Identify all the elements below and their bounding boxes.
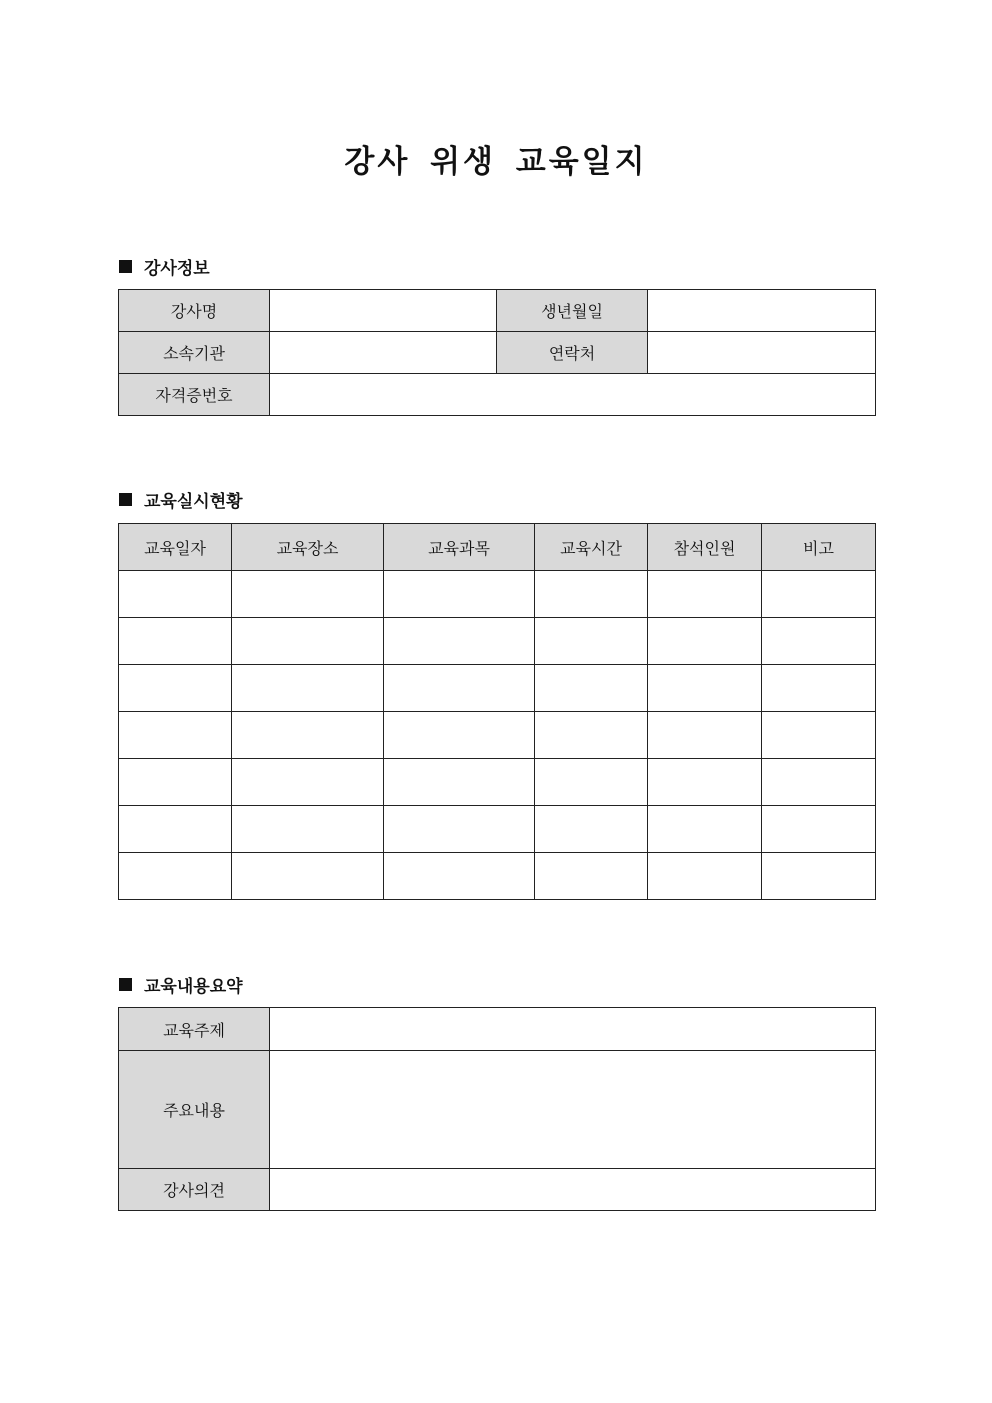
table-row [119, 618, 876, 665]
cell-subject[interactable] [384, 853, 535, 900]
table-header-row [119, 524, 876, 571]
label-content: 주요내용 [119, 1051, 270, 1169]
table-row [119, 1169, 876, 1211]
square-bullet-icon [119, 493, 132, 506]
field-organization[interactable] [270, 332, 497, 374]
cell-place[interactable] [232, 571, 384, 618]
table-row [119, 332, 876, 374]
table-row [119, 806, 876, 853]
table-row [119, 712, 876, 759]
cell-place[interactable] [232, 853, 384, 900]
cell-date[interactable] [119, 806, 232, 853]
cell-remarks[interactable] [762, 571, 876, 618]
cell-remarks[interactable] [762, 853, 876, 900]
cell-time[interactable] [535, 665, 648, 712]
section-heading-label: 교육내용요약 [144, 977, 243, 997]
cell-date[interactable] [119, 853, 232, 900]
cell-remarks[interactable] [762, 806, 876, 853]
label-contact: 연락처 [497, 332, 648, 374]
cell-date[interactable] [119, 712, 232, 759]
section-heading-label: 교육실시현황 [144, 492, 243, 512]
cell-attendees[interactable] [648, 759, 762, 806]
cell-date[interactable] [119, 665, 232, 712]
label-birthdate: 생년월일 [497, 290, 648, 332]
cell-place[interactable] [232, 806, 384, 853]
cell-time[interactable] [535, 853, 648, 900]
table-row [119, 853, 876, 900]
table-row [119, 1051, 876, 1169]
square-bullet-icon [119, 978, 132, 991]
table-row [119, 571, 876, 618]
page-title: 강사 위생 교육일지 [344, 144, 648, 180]
field-birthdate[interactable] [648, 290, 876, 332]
label-opinion: 강사의견 [119, 1169, 270, 1211]
cell-attendees[interactable] [648, 712, 762, 759]
table-row [119, 665, 876, 712]
column-header-date: 교육일자 [119, 524, 232, 571]
instructor-info-table [118, 289, 876, 416]
field-content[interactable] [270, 1051, 876, 1169]
cell-place[interactable] [232, 665, 384, 712]
cell-place[interactable] [232, 618, 384, 665]
cell-date[interactable] [119, 618, 232, 665]
label-certificate-no: 자격증번호 [119, 374, 270, 416]
label-name: 강사명 [119, 290, 270, 332]
label-topic: 교육주제 [119, 1008, 270, 1051]
cell-subject[interactable] [384, 571, 535, 618]
cell-subject[interactable] [384, 618, 535, 665]
cell-attendees[interactable] [648, 571, 762, 618]
square-bullet-icon [119, 260, 132, 273]
table-row [119, 374, 876, 416]
education-table [118, 523, 876, 900]
field-topic[interactable] [270, 1008, 876, 1051]
cell-place[interactable] [232, 759, 384, 806]
cell-attendees[interactable] [648, 806, 762, 853]
field-certificate-no[interactable] [270, 374, 876, 416]
cell-subject[interactable] [384, 759, 535, 806]
cell-attendees[interactable] [648, 853, 762, 900]
cell-time[interactable] [535, 712, 648, 759]
section-heading-education [119, 487, 243, 512]
column-header-place: 교육장소 [232, 524, 384, 571]
cell-remarks[interactable] [762, 618, 876, 665]
cell-subject[interactable] [384, 712, 535, 759]
cell-time[interactable] [535, 571, 648, 618]
cell-date[interactable] [119, 571, 232, 618]
cell-attendees[interactable] [648, 618, 762, 665]
cell-remarks[interactable] [762, 759, 876, 806]
cell-remarks[interactable] [762, 712, 876, 759]
table-row [119, 759, 876, 806]
table-row [119, 1008, 876, 1051]
cell-time[interactable] [535, 618, 648, 665]
column-header-time: 교육시간 [535, 524, 648, 571]
label-organization: 소속기관 [119, 332, 270, 374]
cell-subject[interactable] [384, 806, 535, 853]
cell-remarks[interactable] [762, 665, 876, 712]
section-heading-label: 강사정보 [144, 259, 210, 279]
section-heading-instructor [119, 254, 210, 279]
field-opinion[interactable] [270, 1169, 876, 1211]
field-name[interactable] [270, 290, 497, 332]
cell-time[interactable] [535, 806, 648, 853]
field-contact[interactable] [648, 332, 876, 374]
cell-date[interactable] [119, 759, 232, 806]
column-header-attendees: 참석인원 [648, 524, 762, 571]
table-row [119, 290, 876, 332]
section-heading-summary [119, 972, 243, 997]
column-header-remarks: 비고 [762, 524, 876, 571]
column-header-subject: 교육과목 [384, 524, 535, 571]
cell-place[interactable] [232, 712, 384, 759]
cell-time[interactable] [535, 759, 648, 806]
summary-table [118, 1007, 876, 1211]
cell-subject[interactable] [384, 665, 535, 712]
cell-attendees[interactable] [648, 665, 762, 712]
